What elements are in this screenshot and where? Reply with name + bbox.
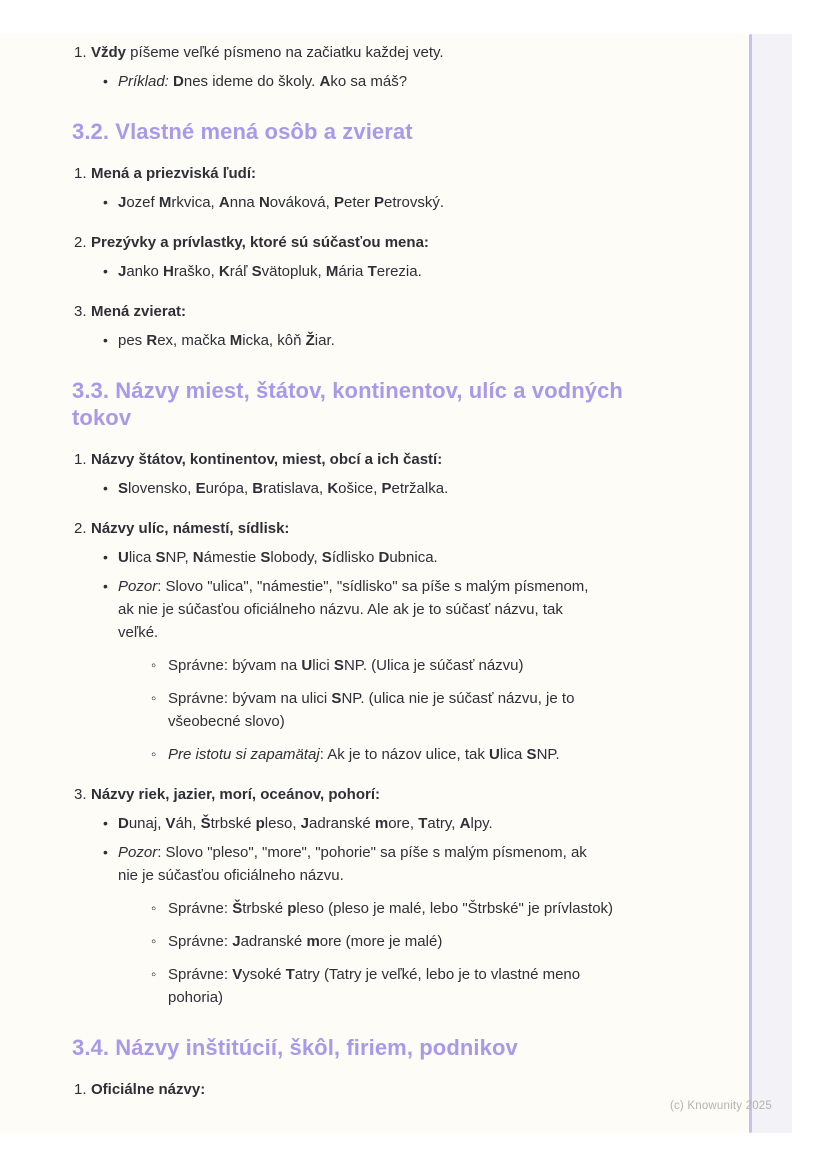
item-text: Oficiálne názvy:	[91, 1081, 206, 1098]
numbered-item	[72, 41, 721, 64]
item-text: Janko Hraško, Kráľ Svätopluk, Mária Terezia.	[118, 263, 422, 280]
numbered-item	[72, 162, 721, 185]
item-text: Jozef Mrkvica, Anna Nováková, Peter Petrovský.	[118, 194, 445, 211]
numbered-item	[72, 1078, 721, 1101]
section-heading: 3.3. Názvy miest, štátov, kontinentov, ulíc a vodných tokov	[72, 378, 623, 430]
circle-bullet-icon: ◦	[151, 933, 157, 950]
sub-bullet-item	[72, 963, 721, 1009]
item-text: pes Rex, mačka Micka, kôň Žiar.	[118, 332, 335, 349]
circle-bullet-icon: ◦	[151, 746, 157, 763]
scrollbar[interactable]	[749, 34, 752, 1133]
item-text: Pozor: Slovo "pleso", "more", "pohorie" sa píše s malým písmenom, ak nie je súčasťou oficiálneho názvu.	[118, 844, 587, 884]
item-text: Správne: Štrbské pleso (pleso je malé, lebo "Štrbské" je prívlastok)	[168, 900, 614, 917]
list-number: 1.	[74, 451, 87, 468]
item-text: Správne: bývam na ulici SNP. (ulica nie je súčasť názvu, je to všeobecné slovo)	[168, 690, 575, 730]
item-text: Správne: bývam na Ulici SNP. (Ulica je súčasť názvu)	[168, 657, 524, 674]
content-blocks	[72, 41, 721, 1101]
section-heading: 3.4. Názvy inštitúcií, škôl, firiem, podnikov	[72, 1035, 518, 1060]
item-text: Názvy riek, jazier, morí, oceánov, pohorí:	[91, 786, 380, 803]
bullet-item	[72, 477, 721, 500]
document-page	[0, 34, 749, 1133]
bullet-item	[72, 329, 721, 352]
bullet-icon: •	[103, 815, 108, 831]
numbered-item	[72, 231, 721, 254]
list-number: 3.	[74, 786, 87, 803]
item-text: Správne: Jadranské more (more je malé)	[168, 933, 443, 950]
circle-bullet-icon: ◦	[151, 657, 157, 674]
item-text: Prezývky a prívlastky, ktoré sú súčasťou mena:	[91, 234, 429, 251]
item-text: Názvy ulíc, námestí, sídlisk:	[91, 520, 290, 537]
bullet-icon: •	[103, 549, 108, 565]
bullet-item	[72, 841, 721, 887]
bullet-item	[72, 575, 721, 644]
circle-bullet-icon: ◦	[151, 966, 157, 983]
bullet-item	[72, 812, 721, 835]
sub-bullet-item	[72, 930, 721, 953]
item-text: Mená a priezviská ľudí:	[91, 165, 256, 182]
item-text: Pozor: Slovo "ulica", "námestie", "sídlisko" sa píše s malým písmenom, ak nie je súčasťou oficiálneho názvu. Ale ak je to súčasť názvu, tak veľké.	[118, 578, 589, 641]
sub-bullet-item	[72, 743, 721, 766]
item-text: Príklad: Dnes ideme do školy. Ako sa máš?	[118, 73, 408, 90]
item-text: Pre istotu si zapamätaj: Ak je to názov ulice, tak Ulica SNP.	[168, 746, 560, 763]
copyright-footer: (c) Knowunity 2025	[669, 1100, 772, 1112]
bullet-icon: •	[103, 332, 108, 348]
numbered-item	[72, 783, 721, 806]
sub-bullet-item	[72, 654, 721, 677]
bullet-item	[72, 546, 721, 569]
sub-bullet-item	[72, 687, 721, 733]
section-heading: 3.2. Vlastné mená osôb a zvierat	[72, 119, 413, 144]
bullet-icon: •	[103, 844, 108, 860]
list-number: 2.	[74, 520, 87, 537]
item-text: Názvy štátov, kontinentov, miest, obcí a ich častí:	[91, 451, 443, 468]
bullet-icon: •	[103, 73, 108, 89]
list-number: 3.	[74, 303, 87, 320]
bullet-icon: •	[103, 480, 108, 496]
bullet-item	[72, 260, 721, 283]
item-text: Mená zvierat:	[91, 303, 187, 320]
bullet-icon: •	[103, 263, 108, 279]
numbered-item	[72, 448, 721, 471]
bullet-icon: •	[103, 578, 108, 594]
circle-bullet-icon: ◦	[151, 900, 157, 917]
numbered-item	[72, 517, 721, 540]
item-text: Slovensko, Európa, Bratislava, Košice, Petržalka.	[118, 480, 449, 497]
list-number: 1.	[74, 44, 87, 61]
list-number: 1.	[74, 165, 87, 182]
sub-bullet-item	[72, 897, 721, 920]
item-text: Ulica SNP, Námestie Slobody, Sídlisko Dubnica.	[118, 549, 438, 566]
bullet-item	[72, 191, 721, 214]
list-number: 1.	[74, 1081, 87, 1098]
bullet-item	[72, 70, 721, 93]
scroll-gutter	[752, 34, 792, 1133]
item-text: Vždy píšeme veľké písmeno na začiatku každej vety.	[91, 44, 444, 61]
list-number: 2.	[74, 234, 87, 251]
circle-bullet-icon: ◦	[151, 690, 157, 707]
bullet-icon: •	[103, 194, 108, 210]
numbered-item	[72, 300, 721, 323]
item-text: Správne: Vysoké Tatry (Tatry je veľké, lebo je to vlastné meno pohoria)	[168, 966, 581, 1006]
item-text: Dunaj, Váh, Štrbské pleso, Jadranské more, Tatry, Alpy.	[118, 815, 493, 832]
